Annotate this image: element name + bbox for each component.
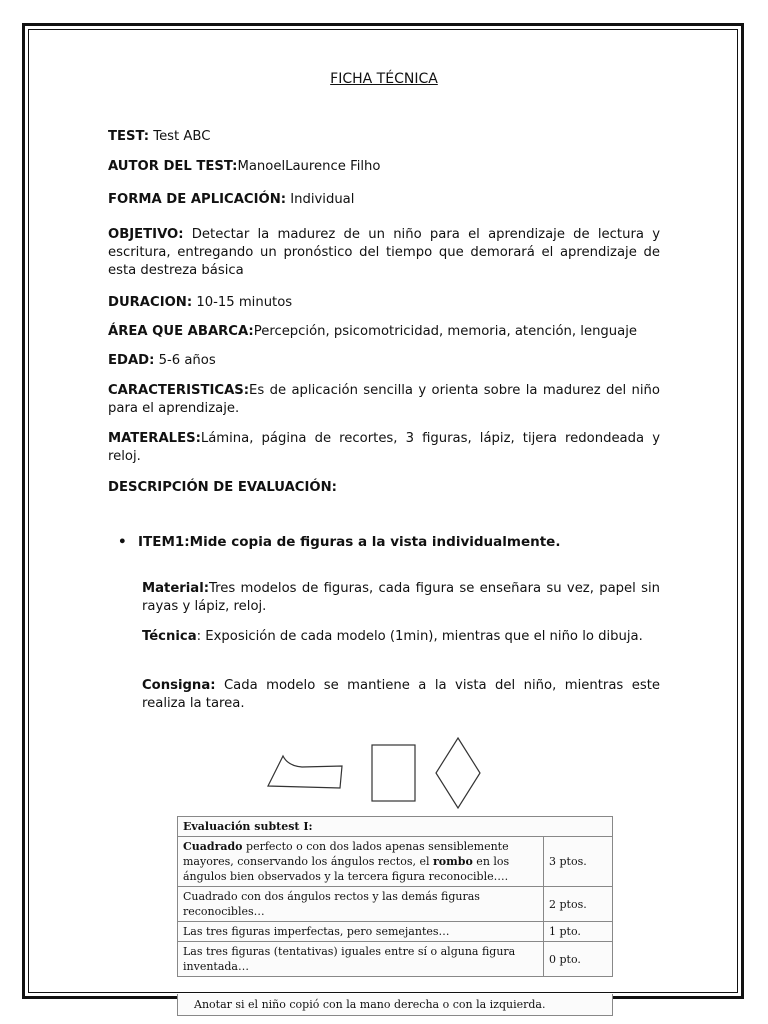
- table-row: [178, 887, 613, 922]
- table-header-row: [178, 817, 613, 837]
- material-label: Material:: [142, 581, 209, 596]
- rhombus-figure: [436, 738, 480, 808]
- field-label: AUTOR DEL TEST:: [108, 159, 238, 174]
- page-title: FICHA TÉCNICA: [330, 71, 438, 87]
- section-heading: DESCRIPCIÓN DE EVALUACIÓN:: [108, 480, 337, 495]
- tecnica-label: Técnica: [142, 629, 197, 644]
- item-material: [142, 580, 660, 616]
- field-label: TEST:: [108, 129, 150, 144]
- field-duracion: [108, 294, 660, 312]
- field-label: MATERALES:: [108, 431, 201, 446]
- table-header: Evaluación subtest I:: [178, 817, 613, 837]
- field-area: [108, 323, 660, 341]
- field-value: 5-6 años: [154, 353, 216, 368]
- field-value: Percepción, psicomotricidad, memoria, atención, lenguaje: [253, 324, 638, 339]
- item-bullet: [118, 534, 560, 550]
- square-figure: [372, 745, 415, 801]
- field-objetivo: [108, 226, 660, 280]
- criterion-cell: Las tres figuras (tentativas) iguales entre sí o alguna figura inventada…: [178, 942, 544, 977]
- tecnica-text: : Exposición de cada modelo (1min), mientras que el niño lo dibuja.: [196, 629, 643, 644]
- field-value: Test ABC: [149, 129, 211, 144]
- field-value: 10-15 minutos: [192, 295, 293, 310]
- field-label: EDAD:: [108, 353, 155, 368]
- field-autor: [108, 158, 660, 176]
- criterion-cell: Cuadrado perfecto o con dos lados apenas sensiblemente mayores, conservando los ángulos rectos, el rombo en los ángulos bien observados y la tercera figura reconocible….: [178, 837, 544, 887]
- field-caracteristicas: [108, 382, 660, 418]
- bullet-dot: •: [118, 534, 127, 550]
- consigna-label: Consigna:: [142, 678, 216, 693]
- field-value: Es de aplicación sencilla y orienta sobre la madurez del niño para el aprendizaje.: [108, 383, 660, 416]
- points-cell: 0 pto.: [544, 942, 613, 977]
- table-row: [178, 942, 613, 977]
- field-materiales: [108, 430, 660, 466]
- table-caption: Anotar si el niño copió con la mano derecha o con la izquierda.: [177, 994, 613, 1016]
- field-label: CARACTERISTICAS:: [108, 383, 250, 398]
- irregular-figure: [268, 756, 342, 788]
- table-row: [178, 837, 613, 887]
- points-cell: 3 ptos.: [544, 837, 613, 887]
- field-label: OBJETIVO:: [108, 227, 184, 242]
- field-label: FORMA DE APLICACIÓN:: [108, 192, 287, 207]
- field-label: ÁREA QUE ABARCA:: [108, 324, 254, 339]
- field-value: Individual: [286, 192, 355, 207]
- field-value: Lámina, página de recortes, 3 figuras, lápiz, tijera redondeada y reloj.: [108, 431, 660, 464]
- field-label: DURACION:: [108, 295, 193, 310]
- field-value: Detectar la madurez de un niño para el aprendizaje de lectura y escritura, entregando un pronóstico del tiempo que demorará el aprendizaje de esta destreza básica: [108, 227, 660, 278]
- item-tecnica: [142, 628, 660, 646]
- material-text: Tres modelos de figuras, cada figura se enseñara su vez, papel sin rayas y lápiz, reloj.: [142, 581, 660, 614]
- points-cell: 1 pto.: [544, 922, 613, 942]
- field-value: ManoelLaurence Filho: [237, 159, 381, 174]
- table-row: [178, 922, 613, 942]
- field-test: [108, 128, 660, 146]
- evaluation-table: [177, 816, 613, 977]
- item-title: ITEM1:Mide copia de figuras a la vista individualmente.: [138, 534, 561, 550]
- item-consigna: [142, 677, 660, 713]
- criterion-cell: Las tres figuras imperfectas, pero semejantes…: [178, 922, 544, 942]
- model-figures: [262, 736, 492, 812]
- field-forma: [108, 191, 660, 209]
- consigna-text: Cada modelo se mantiene a la vista del niño, mientras este realiza la tarea.: [142, 678, 660, 711]
- points-cell: 2 ptos.: [544, 887, 613, 922]
- field-edad: [108, 352, 660, 370]
- criterion-cell: Cuadrado con dos ángulos rectos y las demás figuras reconocibles…: [178, 887, 544, 922]
